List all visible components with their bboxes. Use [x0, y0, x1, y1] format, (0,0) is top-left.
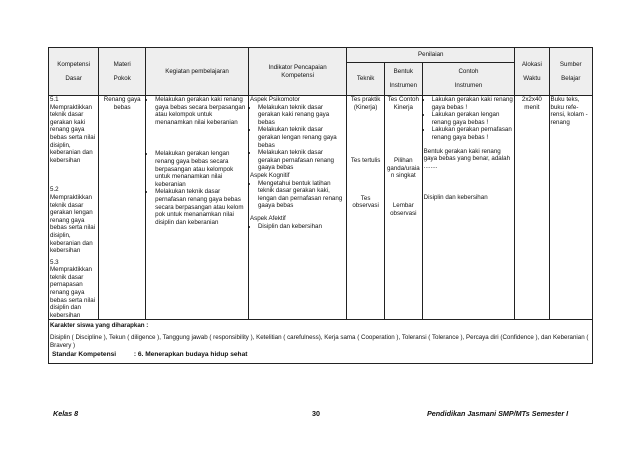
karakter-text: Disiplin ( Discipline ), Tekun ( diligence ), Tanggung jawab ( responsibility ), Ketelitian ( carefulness), Kerja sama ( Cooperation ), Toleransi ( Tolerance ), Percaya diri (Confidence ), dan Keberanian ( Bravery ) [50, 334, 589, 349]
cell-alokasi: 2x2x40 menit [515, 96, 549, 320]
contoh-item: • Lakukan gerakan pernafasan renang gaya bebas ! [432, 126, 514, 141]
standar-label: Standar Kompetensi [52, 351, 117, 358]
header-materi-pokok: Materi Pokok [99, 48, 146, 96]
cell-indikator [248, 96, 346, 320]
header-bentuk: Bentuk Instrumen [384, 63, 422, 96]
indikator-item: • Disiplin dan kebersihan [258, 223, 345, 231]
kd-5-1: 5.1 Mempraktikkan teknik dasar gerakan kaki renang gaya bebas serta nilai disiplin, keberanian dan kebersihan [50, 96, 96, 164]
kegiatan-item: • Melakukan gerakan lengan renang gaya bebas secara berpasangan atau kelompok untuk menanamkan nilai keberanian [155, 150, 247, 188]
cell-materi: Renang gaya bebas [99, 96, 146, 320]
afektif-title: Aspek Afektif [249, 214, 286, 222]
kd-5-3: 5.3 Mempraktikkan teknik dasar pernapasan renang gaya bebas serta nilai disiplin dan kebersihan [50, 258, 96, 319]
header-kompetensi-dasar: Kompetensi Dasar [49, 48, 99, 96]
cell-bentuk: Tes Contoh Kinerja Pilihan ganda/uraia n singkat Lembar observasi [384, 96, 422, 320]
syllabus-table [48, 47, 593, 364]
indikator-item: • Melakukan teknik dasar gerakan lengan renang gaya bebas [258, 126, 345, 149]
indikator-item: • Melakukan teknik dasar gerakan pernafasan renang gaaya bebas [258, 149, 345, 172]
standar-kompetensi [52, 351, 247, 358]
footer-class: Kelas 8 [53, 409, 79, 418]
header-alokasi: Alokasi Waktu [515, 48, 549, 96]
indikator-item: • Melakukan teknik dasar gerakan kaki renang gaya bebas [258, 104, 345, 127]
content-row [49, 96, 593, 320]
footer-subject: Pendidikan Jasmani SMP/MTs Semester I [427, 409, 569, 418]
contoh-item: • Lakukan gerakan lengan renang gaya bebas ! [432, 111, 514, 126]
cell-kompetensi-dasar [49, 96, 99, 320]
kegiatan-item: • Melakukan gerakan kaki renang gaya bebas secara berpasangan atau kelompok untuk menanamkan nilai keberanian [155, 96, 247, 126]
header-contoh: Contoh Instrumen [422, 63, 515, 96]
header-kegiatan: Kegiatan pembelajaran [146, 48, 249, 96]
header-teknik: Teknik [347, 63, 385, 96]
page-number: 30 [312, 409, 320, 418]
kognitif-title: Aspek Kognitif [249, 171, 290, 179]
cell-sumber: Buku teks, buku refe-rensi, kolam -renang [549, 96, 592, 320]
karakter-title: Karakter siswa yang diharapkan : [50, 322, 149, 330]
indikator-item: • Mengetahui bentuk latihan teknik dasar gerakan kaki, lengan dan pernafasan renang gaaya bebas [258, 180, 345, 210]
kd-5-2: 5.2 Mempraktikkan teknik dasar gerakan lengan renang gaya bebas serta nilai disiplin, keberanian dan kebersihan [50, 186, 96, 255]
contoh-kognitif: Bentuk gerakan kaki renang gaya bebas yang benar, adalah ........ [423, 147, 511, 170]
standar-value: : 6. Menerapkan budaya hidup sehat [133, 351, 248, 358]
psikomotor-title: Aspek Psikomotor [249, 96, 300, 103]
header-sumber: Sumber Belajar [549, 48, 592, 96]
kegiatan-item: • Melakukan teknik dasar pernafasan renang gaya bebas secara berpasangan atau kelom pok untuk menanamkan nilai disiplin dan keberanian [155, 188, 247, 226]
header-penilaian: Penilaian [347, 48, 515, 63]
cell-kegiatan [146, 96, 249, 320]
header-indikator: Indikator Pencapaian Kompetensi [248, 48, 346, 96]
cell-contoh [422, 96, 515, 320]
contoh-afektif: Disiplin dan kebersihan [423, 194, 488, 202]
cell-teknik: Tes praktik (Kinerja) Tes tertulis Tes observasi [347, 96, 385, 320]
header-row-1 [49, 48, 593, 63]
contoh-item: • Lakukan gerakan kaki renang gaya bebas ! [432, 96, 514, 111]
